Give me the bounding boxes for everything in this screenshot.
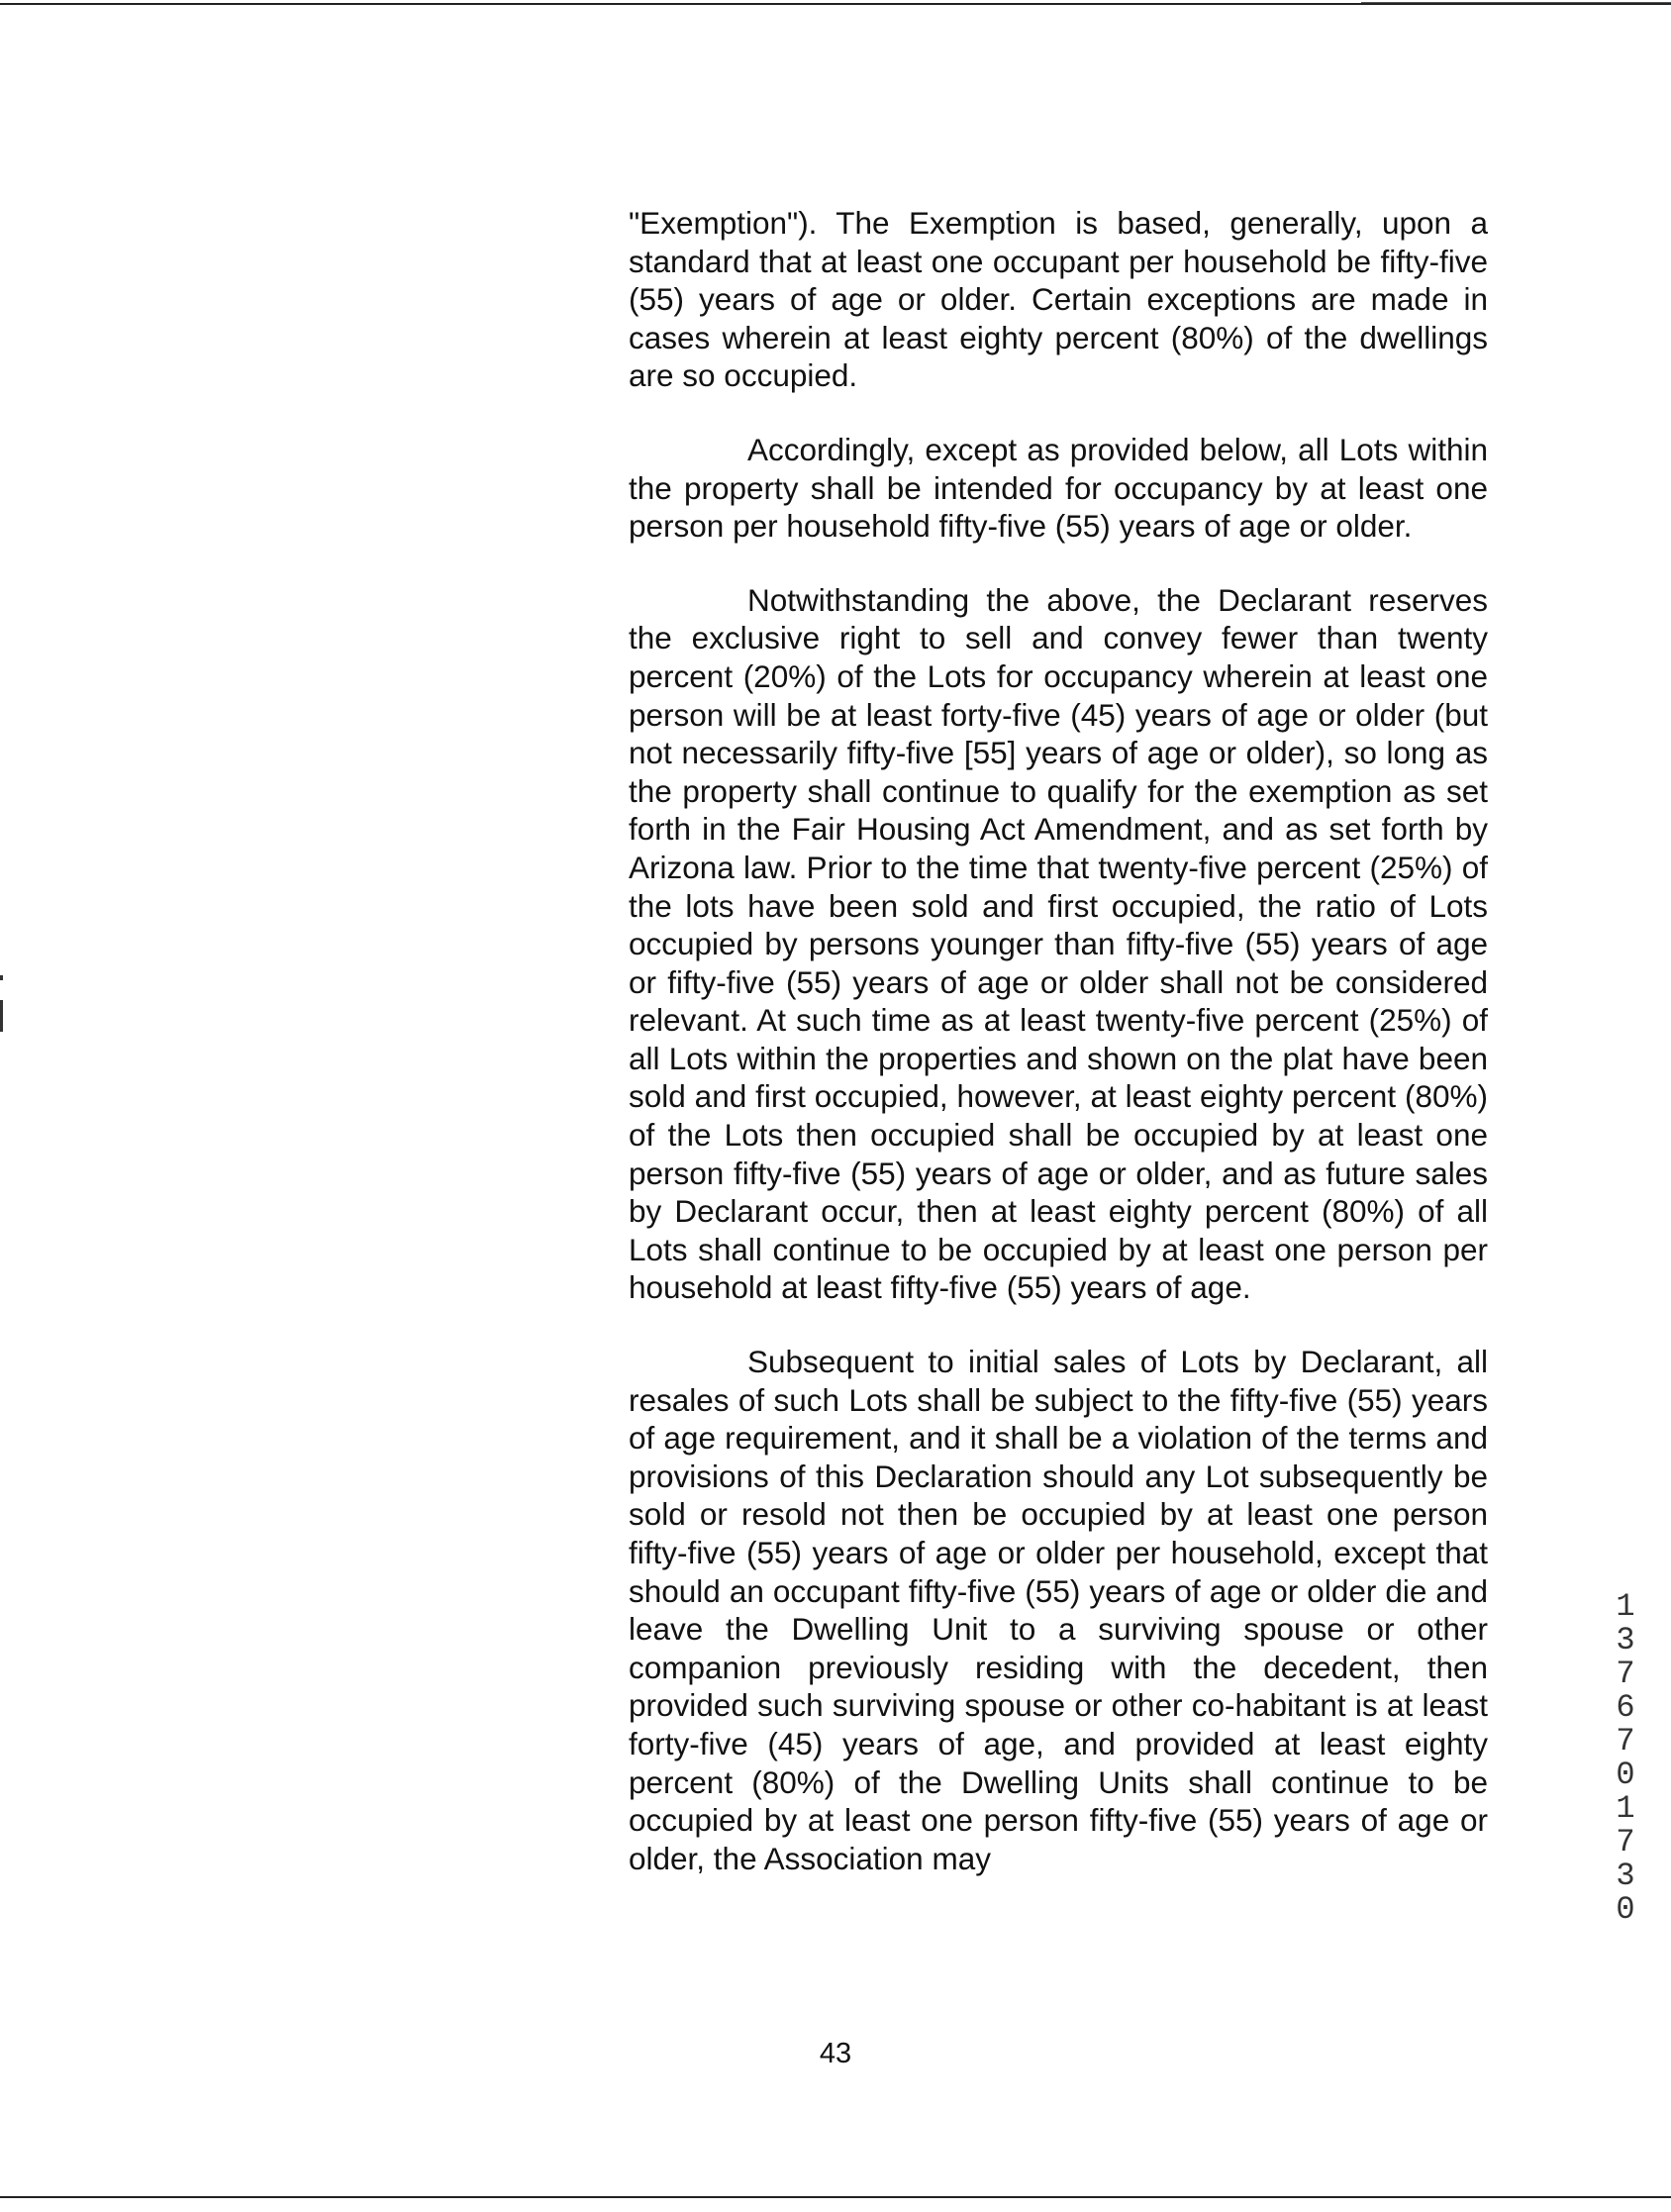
scan-edge-mark [0, 1000, 3, 1032]
paragraph-exemption-continued: "Exemption"). The Exemption is based, generally, upon a standard that at least one occupant per household be fifty-five (55) years of age or older. Certain exceptions are made in cases wherein at least eighty percent (80%) of the dwellings are so occupied. [629, 205, 1488, 394]
scan-border-top [0, 3, 1671, 5]
paragraph-accordingly: Accordingly, except as provided below, all Lots within the property shall be intended for occupancy by at least one person per household fifty-five (55) years of age or older. [629, 431, 1488, 545]
scan-edge-mark [0, 975, 3, 980]
document-body [629, 204, 1488, 1913]
paragraph-notwithstanding: Notwithstanding the above, the Declarant reserves the exclusive right to sell and convey fewer than twenty percent (20%) of the Lots for occupancy wherein at least one person will be at least forty-five (45) years of age or older (but not necessarily fifty-five [55] years of age or older), so long as the property shall continue to qualify for the exemption as set forth in the Fair Housing Act Amendment, and as set forth by Arizona law. Prior to the time that twenty-five percent (25%) of the lots have been sold and first occupied, the ratio of Lots occupied by persons younger than fifty-five (55) years of age or fifty-five (55) years of age or older shall not be considered relevant. At such time as at least twenty-five percent (25%) of all Lots within the properties and shown on the plat have been sold and first occupied, however, at least eighty percent (80%) of the Lots then occupied shall be occupied by at least one person fifty-five (55) years of age or older, and as future sales by Declarant occur, then at least eighty percent (80%) of all Lots shall continue to be occupied by at least one person per household at least fifty-five (55) years of age. [629, 581, 1488, 1306]
page-number: 43 [819, 2038, 852, 2069]
recording-number-stamp: 13767 01730 [1616, 1588, 1635, 1928]
scan-border-bottom [0, 2196, 1671, 2198]
scan-border-top-right [1361, 2, 1671, 3]
paragraph-subsequent: Subsequent to initial sales of Lots by Declarant, all resales of such Lots shall be subject to the fifty-five (55) years of age requirement, and it shall be a violation of the terms and provisions of this Declaration should any Lot subsequently be sold or resold not then be occupied by at least one person fifty-five (55) years of age or older per household, except that should an occupant fifty-five (55) years of age or older die and leave the Dwelling Unit to a surviving spouse or other companion previously residing with the decedent, then provided such surviving spouse or other co-habitant is at least forty-five (45) years of age, and provided at least eighty percent (80%) of the Dwelling Units shall continue to be occupied by at least one person fifty-five (55) years of age or older, the Association may [629, 1344, 1488, 1876]
